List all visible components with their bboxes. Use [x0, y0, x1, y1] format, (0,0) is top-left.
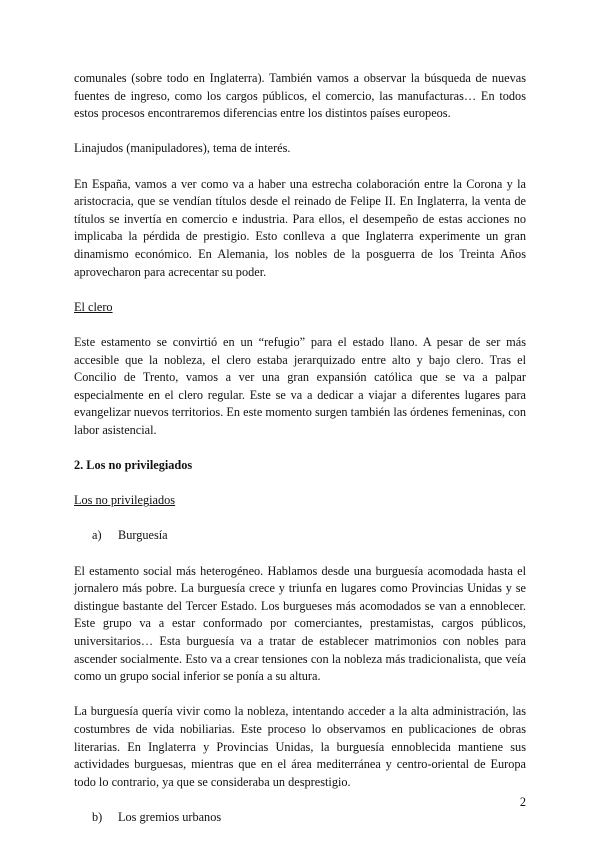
list-item-burguesia: [92, 527, 526, 545]
subheading-no-privilegiados: Los no privilegiados: [74, 493, 176, 508]
list-item-label: Burguesía: [118, 528, 168, 543]
paragraph: En España, vamos a ver como va a haber una estrecha colaboración entre la Corona y la aristocracia, que se vendían títulos desde el reinado de Felipe II. En Inglaterra, la venta de títulos se invertía en comercio e industria. Para ellos, el desempeño de estas acciones no implicaba la pérdida de prestigio. Esto conlleva a que Inglaterra experimente un gran dinamismo económico. En Alemania, los nobles de la posguerra de los Treinta Años aprovecharon para acrecentar su poder.: [74, 176, 526, 279]
list-marker: b): [92, 809, 103, 824]
paragraph: Linajudos (manipuladores), tema de interés.: [74, 141, 291, 156]
list-item-label: Los gremios urbanos: [118, 809, 222, 824]
section-heading: 2. Los no privilegiados: [74, 458, 193, 473]
page-number: 2: [519, 795, 526, 810]
list-item-gremios: [92, 809, 526, 827]
paragraph: La burguesía quería vivir como la nobleza, intentando acceder a la alta administración, las costumbres de vida nobiliarias. Este proceso lo observamos en publicaciones de obras literarias. En Inglaterra y Provincias Unidas, la burguesía ennoblecida mantiene sus actividades burguesas, mientras que en el área mediterránea y centro-oriental de Europa todo lo contrario, ya que se consideraba un desprestigio.: [74, 704, 526, 789]
paragraph: comunales (sobre todo en Inglaterra). También vamos a observar la búsqueda de nuevas fuentes de ingreso, como los cargos públicos, el comercio, las manufacturas… En todos estos procesos encontraremos diferencias entre los distintos países europeos.: [74, 71, 526, 121]
paragraph: El estamento social más heterogéneo. Hablamos desde una burguesía acomodada hasta el jornalero más pobre. La burguesía crece y triunfa en lugares como Provincias Unidas y se distingue bastante del Tercer Estado. Los burgueses más acomodados se van a ennoblecer. Este grupo va a estar conformado por comerciantes, prestamistas, cargos públicos, universitarios… Esta burguesía va a tratar de establecer matrimonios con nobles para ascender socialmente. Esto va a crear tensiones con la nobleza más tradicionalista, que veía como un grupo social inferior se ponía a su altura.: [74, 563, 526, 684]
subheading-el-clero: El clero: [74, 299, 113, 314]
paragraph: Este estamento se convirtió en un “refugio” para el estado llano. A pesar de ser más accesible que la nobleza, el clero estaba jerarquizado entre alto y bajo clero. Tras el Concilio de Trento, vamos a ver una gran expansión católica que se va a palpar especialmente en el clero regular. Este se va a dedicar a viajar a diferentes lugares para evangelizar nuevos territorios. En este momento surgen también las órdenes femeninas, con labor asistencial.: [74, 334, 526, 437]
list-marker: a): [92, 528, 102, 543]
page-content: [74, 70, 526, 844]
